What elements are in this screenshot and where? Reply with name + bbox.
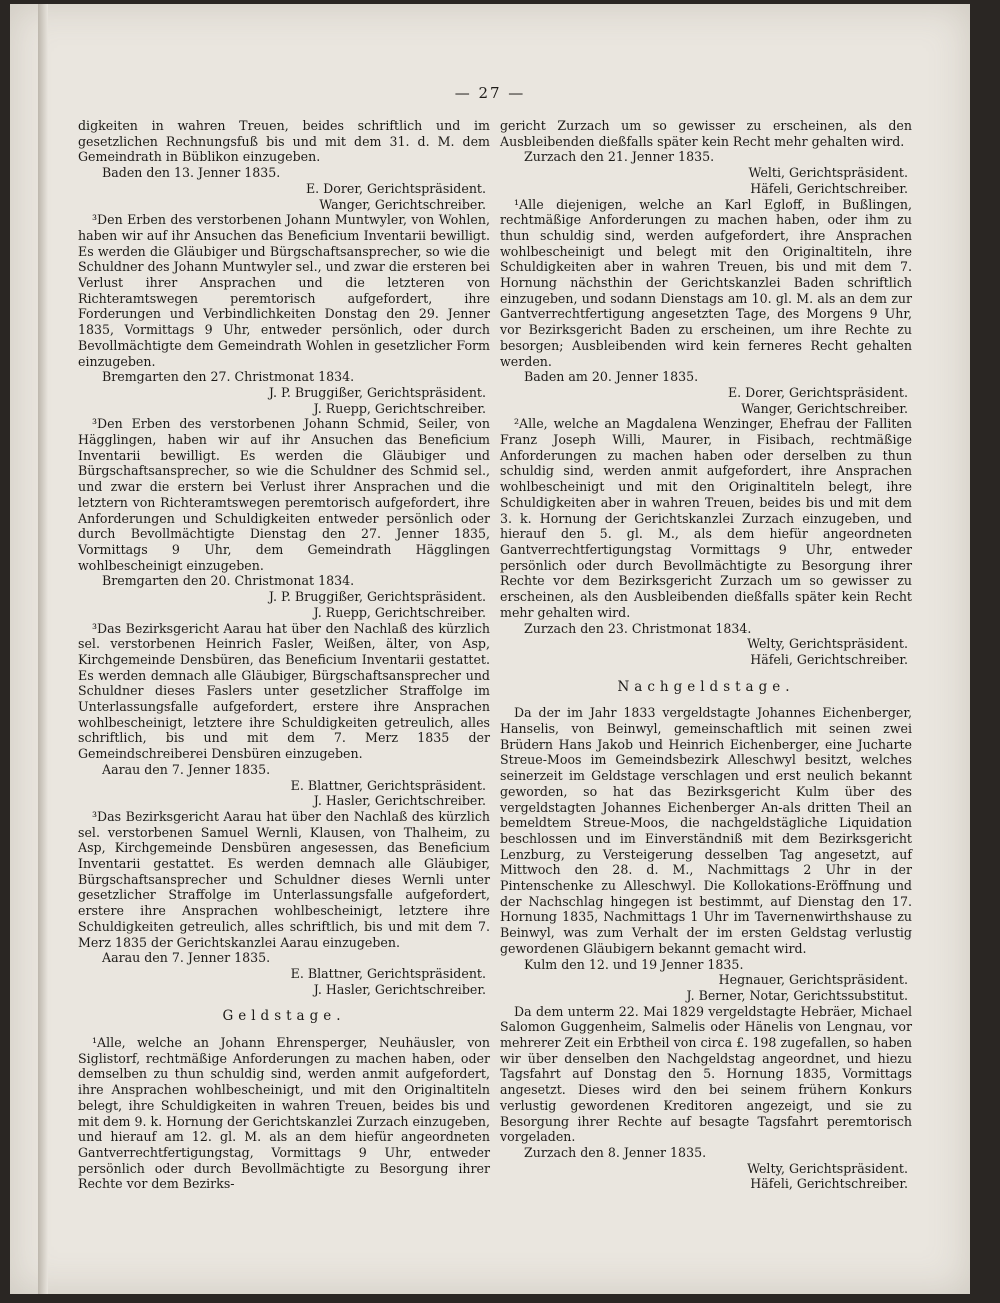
signature-president: Welty, Gerichtspräsident. bbox=[747, 636, 908, 652]
notice-wernli: ³Das Bezirksgericht Aarau hat über den Nachlaß des kürzlich sel. verstorbenen Samuel Wernli, Klausen, von Thalheim, zu Asp, Kirchgemeinde Densbüren angesessen, das Beneficium Inventarii gestattet. Es werden demnach alle Gläubiger, Bürgschaftsansprecher und Schuldner dieses Wernli unter gesetzlicher Straffolge im Unterlassungsfalle aufgefordert, erstere ihre Ansprachen wohlbescheinigt, letztere ihre Schuldigkeiten getreulich, alles schriftlich, bis und mit dem 7. Merz 1835 der Gerichtskanzlei Aarau einzugeben. bbox=[78, 808, 490, 950]
signature-clerk: J. Ruepp, Gerichtschreiber. bbox=[313, 400, 486, 416]
notice-eichenberger: Da der im Jahr 1833 vergeldstagte Johannes Eichenberger, Hanselis, von Beinwyl, gemeinschaftlich mit seinen zwei Brüdern Hans Jakob und Heinrich Eichenberger, eine Jucharte Streue-Moos im Gemeindsbezirk Alleschwyl besitzt, welches seinerzeit im Geldstage verschlagen und erst neulich bekannt geworden, so hat das Bezirksgericht Kulm über des vergeldstagten Johannes Eichenberger An-als dritten Theil an bemeldtem Streue-Moos, die nachgeldstägliche Liquidation beschlossen und im Einverständniß mit dem Bezirksgericht Lenzburg, zu Versteigerung desselben Tag angesetzt, auf Mittwoch den 28. d. M., Nachmittags 2 Uhr in der Pintenschenke zu Alleschwyl. Die Kollokations-Eröffnung und der Nachschlag hingegen ist bestimmt, auf Dienstag den 17. Hornung 1835, Nachmittags 1 Uhr im Tavernenwirthshause zu Beinwyl, was zum Verhalt der im ersten Geldstag verlustig gewordenen Gläubigern bekannt gemacht wird. bbox=[500, 705, 912, 956]
dateline: Aarau den 7. Jenner 1835. bbox=[102, 950, 271, 966]
signature-president: Welty, Gerichtspräsident. bbox=[747, 1160, 908, 1176]
signature-clerk: Häfeli, Gerichtschreiber. bbox=[750, 1176, 908, 1192]
signature-president: Hegnauer, Gerichtspräsident. bbox=[718, 972, 908, 988]
section-heading-nachgeldstage: Nachgeldstage. bbox=[617, 678, 795, 695]
dateline: Bremgarten den 20. Christmonat 1834. bbox=[102, 573, 355, 589]
signature-clerk: Häfeli, Gerichtschreiber. bbox=[750, 651, 908, 667]
notice-egloff: ¹Alle diejenigen, welche an Karl Egloff, in Bußlingen, rechtmäßige Anforderungen zu machen haben, oder ihm zu thun schuldig sind, werden aufgefordert, ihre Ansprachen wohlbescheinigt und belegt mit den Originaltiteln, ihre Schuldigkeiten aber in wahren Treuen, bis und mit dem 7. Hornung nächsthin der Gerichtskanzlei Baden schriftlich einzugeben, und sodann Dienstags am 10. gl. M. als an dem zur Gantverrechtfertigung angesetzten Tage, des Morgens 9 Uhr, vor Bezirksgericht Baden zu erscheinen, um ihre Rechte zu besorgen; Ausbleibenden wird kein ferneres Recht gehalten werden. bbox=[500, 196, 912, 369]
notice-ehrensperger: ¹Alle, welche an Johann Ehrensperger, Neuhäusler, von Siglistorf, rechtmäßige Anforderungen zu machen haben, oder demselben zu thun schuldig sind, werden anmit aufgefordert, ihre Ansprachen wohlbescheinigt, und mit den Originaltiteln belegt, ihre Schuldigkeiten in wahren Treuen, beides bis und mit dem 9. k. Hornung der Gerichtskanzlei Zurzach einzugeben, und hierauf am 12. gl. M. als an dem hiefür angeordneten Gantverrechtfertigungstag, Vormittags 9 Uhr, entweder persönlich oder durch Bevollmächtigte zu Besorgung ihrer Rechte vor dem Bezirks- bbox=[78, 1035, 490, 1192]
notice-guggenheim: Da dem unterm 22. Mai 1829 vergeldstagte Hebräer, Michael Salomon Guggenheim, Salmelis oder Hänelis von Lengnau, vor mehrerer Zeit ein Erbtheil von circa £. 198 zugefallen, so haben wir über denselben den Nachgeldstag angeordnet, und hiezu Tagsfahrt auf Donstag den 5. Hornung 1835, Vormittags angesetzt. Dieses wird den bei seinem frühern Konkurs verlustig gewordenen Kreditoren angezeigt, und sie zu Besorgung ihrer Rechte auf besagte Tagsfahrt peremtorisch vorgeladen. bbox=[500, 1003, 912, 1145]
left-column bbox=[78, 118, 490, 1192]
signature-clerk: J. Hasler, Gerichtschreiber. bbox=[313, 981, 486, 997]
signature-clerk: Häfeli, Gerichtschreiber. bbox=[750, 180, 908, 196]
signature-president: E. Blattner, Gerichtspräsident. bbox=[290, 777, 486, 793]
signature-president: Welti, Gerichtspräsident. bbox=[748, 165, 908, 181]
signature-president: J. P. Bruggißer, Gerichtspräsident. bbox=[268, 384, 486, 400]
dateline: Zurzach den 21. Jenner 1835. bbox=[524, 149, 715, 165]
signature-president: E. Dorer, Gerichtspräsident. bbox=[727, 384, 908, 400]
signature-clerk: Wanger, Gerichtschreiber. bbox=[741, 400, 908, 416]
dateline: Kulm den 12. und 19 Jenner 1835. bbox=[524, 956, 744, 972]
dateline: Zurzach den 8. Jenner 1835. bbox=[524, 1145, 707, 1160]
section-heading-geldstage: Geldstage. bbox=[222, 1008, 346, 1025]
binding-gutter bbox=[38, 4, 48, 1294]
signature-president: E. Blattner, Gerichtspräsident. bbox=[290, 965, 486, 981]
signature-clerk: Wanger, Gerichtschreiber. bbox=[319, 196, 486, 212]
dateline: Baden am 20. Jenner 1835. bbox=[524, 369, 699, 385]
right-column bbox=[500, 118, 912, 1192]
notice-schmid: ³Den Erben des verstorbenen Johann Schmid, Seiler, von Hägglingen, haben wir auf ihr Ansuchen das Beneficium Inventarii bewilligt. Es werden die Gläubiger und Bürgschaftsansprecher, so wie die Schuldner des Schmid sel., und zwar die erstern bei Verlust ihrer Ansprachen und die letztern von Richteramtswegen peremtorisch aufgefordert, ihre Anforderungen und Schuldigkeiten entweder persönlich oder durch Bevollmächtigte Dienstag den 27. Jenner 1835, Vormittags 9 Uhr, dem Gemeindrath Hägglingen wohlbescheinigt einzugeben. bbox=[78, 416, 490, 573]
dateline: Baden den 13. Jenner 1835. bbox=[102, 165, 281, 181]
signature-clerk: J. Hasler, Gerichtschreiber. bbox=[313, 793, 486, 809]
signature-president: E. Dorer, Gerichtspräsident. bbox=[305, 180, 486, 196]
signature-president: J. P. Bruggißer, Gerichtspräsident. bbox=[268, 589, 486, 605]
notice-wenzinger: ²Alle, welche an Magdalena Wenzinger, Ehefrau der Falliten Franz Joseph Willi, Maurer, in Fisibach, rechtmäßige Anforderungen zu machen haben oder derselben zu thun schuldig sind, werden anmit aufgefordert, ihre Ansprachen wohlbescheinigt und mit den Originaltiteln belegt, ihre Schuldigkeiten aber in wahren Treuen, beides bis und mit dem 3. k. Hornung der Gerichtskanzlei Zurzach einzugeben, und hierauf den 5. gl. M., als dem hiefür angeordneten Gantverrechtfertigungstag Vormittags 9 Uhr, entweder persönlich oder durch Bevollmächtigte zu Besorgung ihrer Rechte vor dem Bezirksgericht Zurzach um so gewisser zu erscheinen, als den Ausbleibenden dießfalls später kein Recht mehr gehalten wird. bbox=[500, 416, 912, 620]
notice-muntwyler: ³Den Erben des verstorbenen Johann Muntwyler, von Wohlen, haben wir auf ihr Ansuchen das Beneficium Inventarii bewilligt. Es werden die Gläubiger und Bürgschaftsansprecher, so wie die Schuldner des Johann Muntwyler sel., und zwar die ersteren bei Verlust ihrer Ansprachen und die letzteren von Richteramtswegen peremtorisch aufgefordert, ihre Forderungen und Verbindlichkeiten Donstag den 29. Jenner 1835, Vormittags 9 Uhr, entweder persönlich, oder durch Bevollmächtigte dem Gemeindrath Wohlen in gesetzlicher Form einzugeben. bbox=[78, 212, 490, 369]
dateline: Aarau den 7. Jenner 1835. bbox=[102, 761, 271, 777]
page-number: — 27 — bbox=[454, 84, 526, 102]
signature-clerk: J. Ruepp, Gerichtschreiber. bbox=[313, 604, 486, 620]
signature-clerk: J. Berner, Notar, Gerichtssubstitut. bbox=[686, 987, 908, 1003]
dateline: Bremgarten den 27. Christmonat 1834. bbox=[102, 369, 355, 385]
notice-continuation: gericht Zurzach um so gewisser zu erscheinen, als den Ausbleibenden dießfalls später kein Recht mehr gehalten wird. bbox=[500, 118, 912, 149]
notice-continuation: digkeiten in wahren Treuen, beides schriftlich und im gesetzlichen Rechnungsfuß bis und mit dem 31. d. M. dem Gemeindrath in Büblikon einzugeben. bbox=[78, 118, 490, 165]
notice-fasler: ³Das Bezirksgericht Aarau hat über den Nachlaß des kürzlich sel. verstorbenen Heinrich Fasler, Weißen, älter, von Asp, Kirchgemeinde Densbüren, das Beneficium Inventarii gestattet. Es werden demnach alle Gläubiger, Bürgschaftsansprecher und Schuldner dieses Faslers unter gesetzlicher Straffolge im Unterlassungsfalle aufgefordert, erstere ihre Ansprachen wohlbescheinigt, letztere ihre Schuldigkeiten getreulich, alles schriftlich, bis und mit dem 7. Merz 1835 der Gemeindschreiberei Densbüren einzugeben. bbox=[78, 620, 490, 762]
dateline: Zurzach den 23. Christmonat 1834. bbox=[524, 620, 752, 636]
